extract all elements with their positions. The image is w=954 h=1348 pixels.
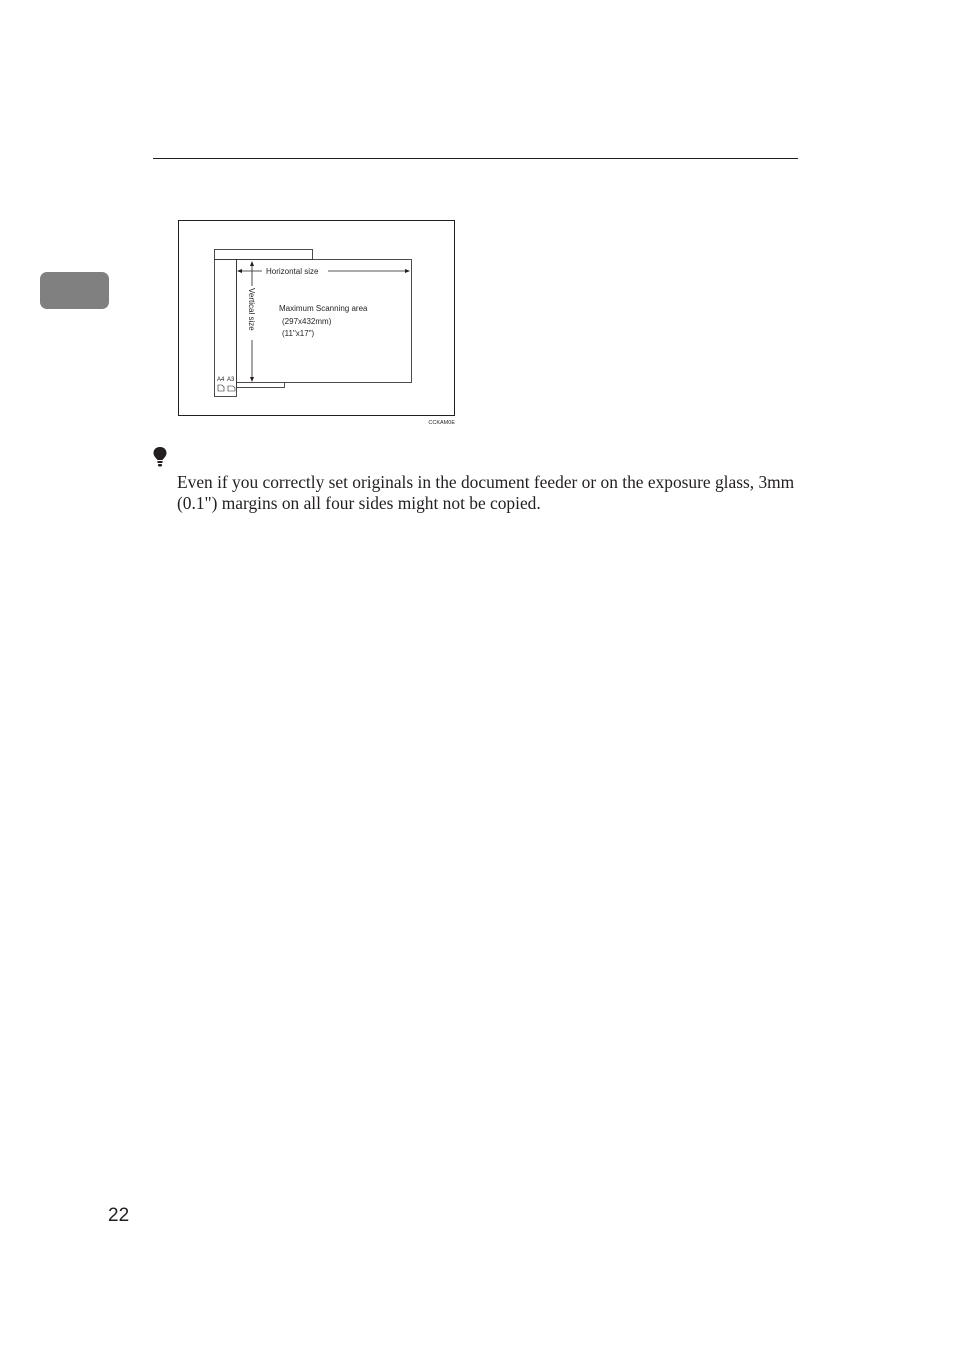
chapter-tab <box>40 272 109 309</box>
paper-a3-label: A3 <box>227 377 235 383</box>
horizontal-size-label: Horizontal size <box>266 267 319 276</box>
paper-a4-label: A4 <box>217 377 225 383</box>
limitation-icon <box>152 446 168 467</box>
paper-tab-top <box>215 250 313 260</box>
vertical-size-label: Vertical size <box>247 288 256 331</box>
area-inch: (11"x17") <box>282 329 315 338</box>
paper-strip <box>215 260 237 397</box>
figure-code: CCKAM0E <box>428 420 455 426</box>
header-rule <box>153 158 798 159</box>
area-title: Maximum Scanning area <box>279 304 368 313</box>
scanning-area-diagram <box>178 220 455 427</box>
limitation-note-text: Even if you correctly set originals in the document feeder or on the exposure glass, 3mm (0.1") margins on all four sides might not be copied. <box>177 472 795 513</box>
area-metric: (297x432mm) <box>282 317 332 326</box>
page-number: 22 <box>108 1205 130 1226</box>
